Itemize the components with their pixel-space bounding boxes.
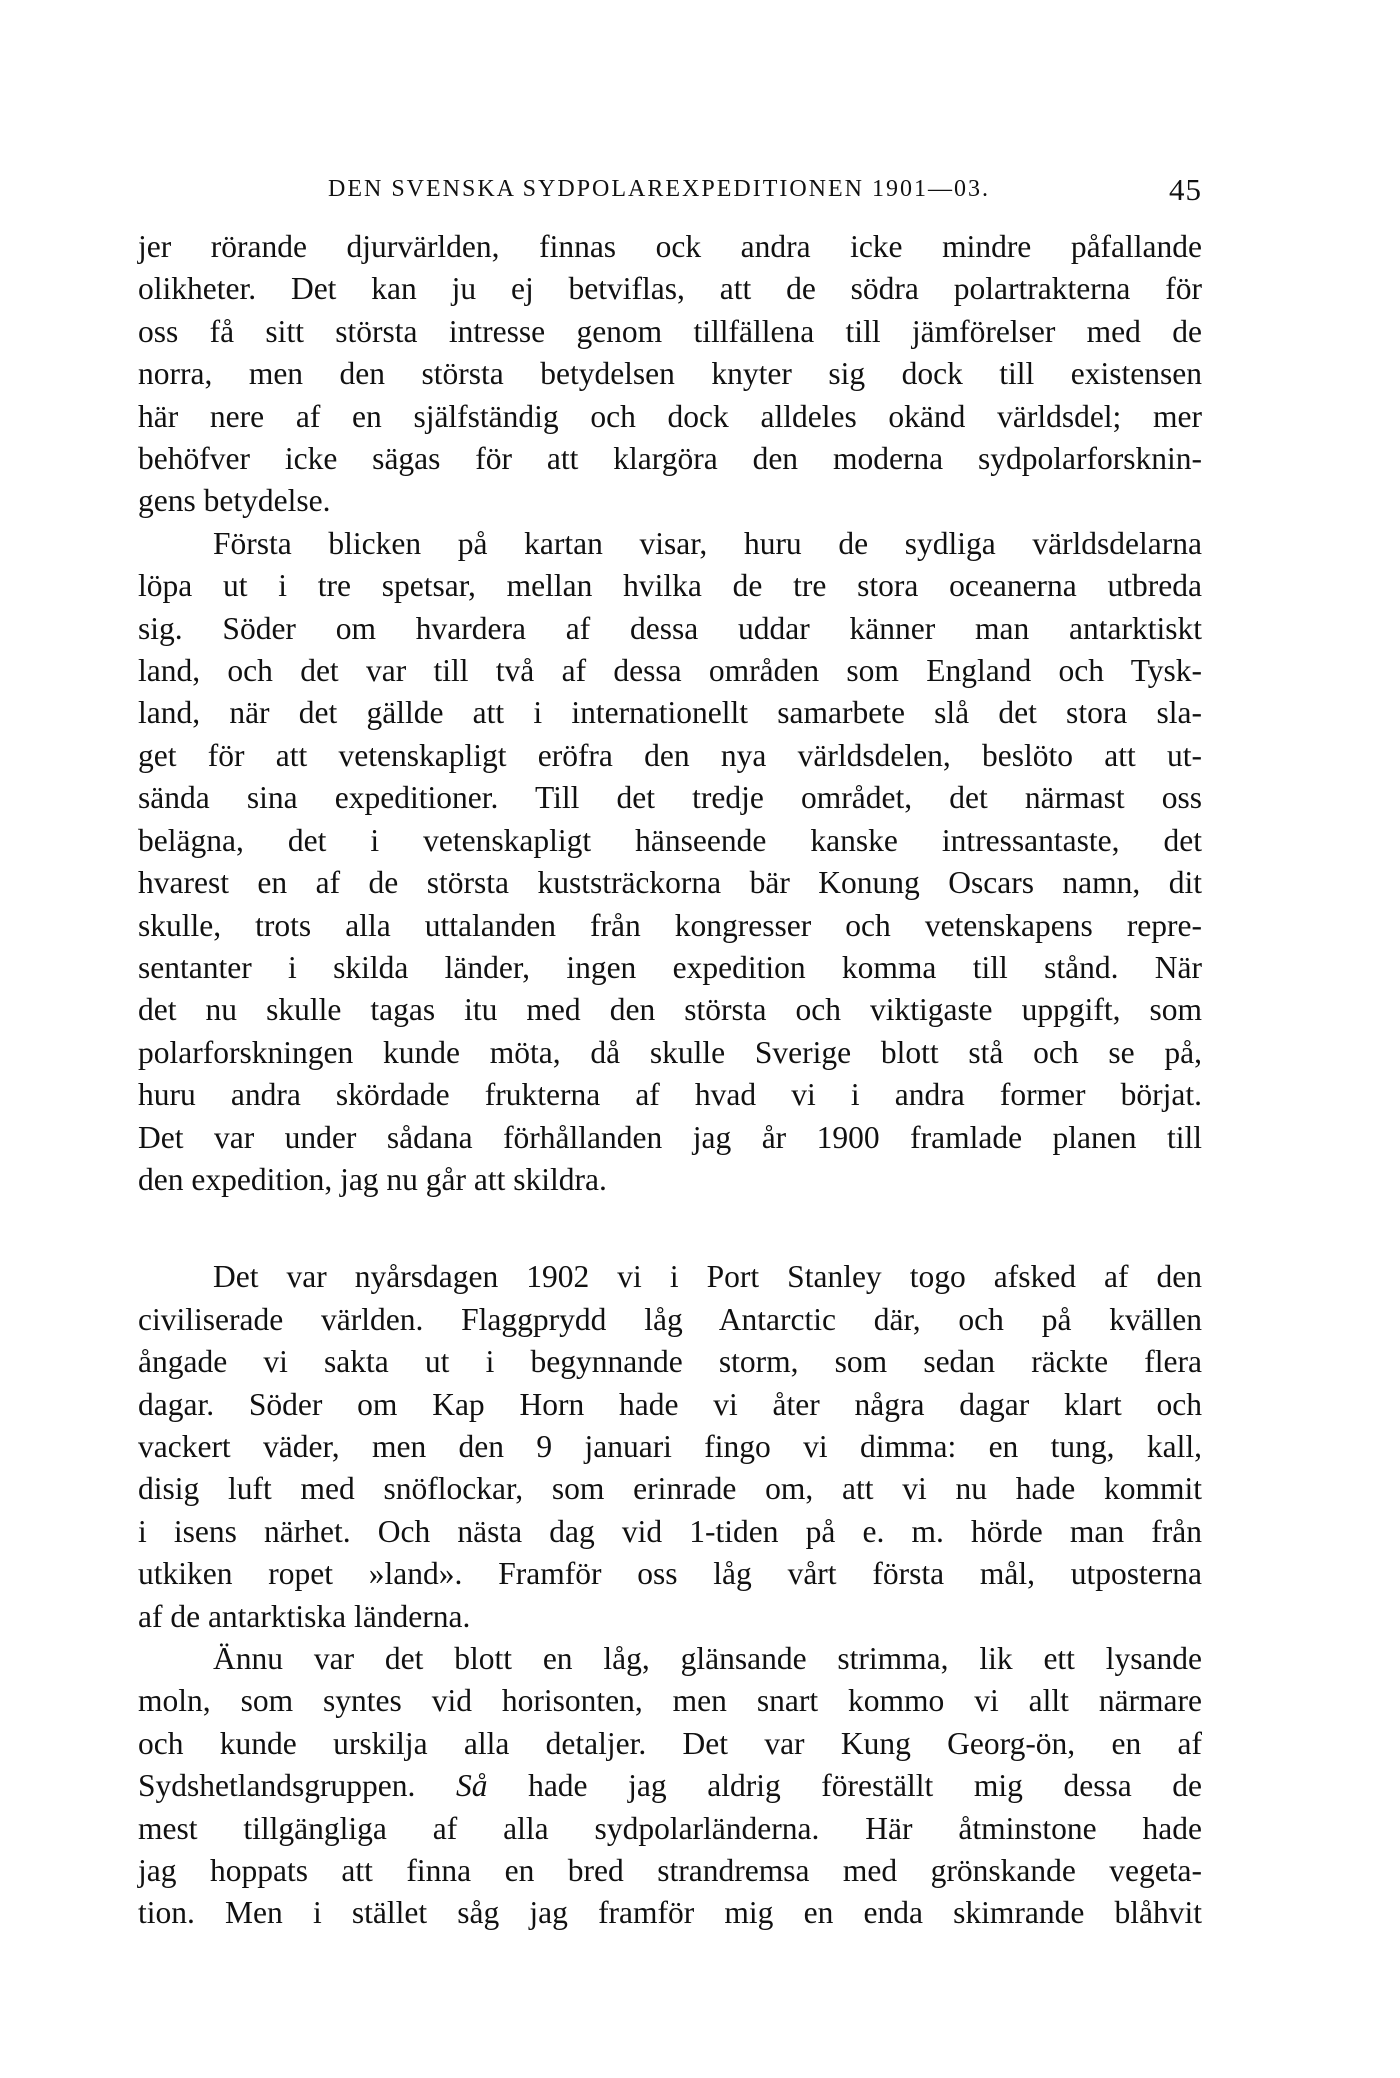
- text-line: civiliserade världen. Flaggprydd låg Antarctic där, och på kvällen: [138, 1301, 1202, 1337]
- text-line: Det var nyårsdagen 1902 vi i Port Stanley togo afsked af den: [213, 1259, 1202, 1295]
- text-line: jer rörande djurvärlden, finnas ock andra icke mindre påfallande: [138, 229, 1202, 264]
- paragraph-1: [138, 226, 1202, 523]
- text-line: sända sina expeditioner. Till det tredje området, det närmast oss: [138, 780, 1202, 816]
- text-line: sentanter i skilda länder, ingen expedition komma till stånd. När: [138, 949, 1202, 985]
- page-number: 45: [1169, 172, 1202, 207]
- text-line: huru andra skördade frukterna af hvad vi i andra former börjat.: [138, 1077, 1202, 1113]
- text-line: här nere af en själfständig och dock alldeles okänd världsdel; mer: [138, 398, 1202, 434]
- text-line: disig luft med snöflockar, som erinrade om, att vi nu hade kommit: [138, 1471, 1202, 1507]
- text-line: land, när det gällde att i internationellt samarbete slå det stora sla-: [138, 695, 1202, 731]
- text-line: norra, men den största betydelsen knyter sig dock till existensen: [138, 356, 1202, 392]
- italic-emphasis: Så: [455, 1768, 488, 1804]
- text-line: sig. Söder om hvardera af dessa uddar känner man antarktiskt: [138, 610, 1202, 646]
- text-line: [138, 1765, 1202, 1807]
- paragraph-2: [138, 523, 1202, 1202]
- text-line: den expedition, jag nu går att skildra.: [138, 1161, 607, 1197]
- running-header: [138, 172, 1202, 220]
- text-line: moln, som syntes vid horisonten, men snart kommo vi allt närmare: [138, 1683, 1202, 1719]
- running-title: DEN SVENSKA SYDPOLAREXPEDITIONEN 1901—03.: [328, 176, 991, 202]
- text-line: löpa ut i tre spetsar, mellan hvilka de tre stora oceanerna utbreda: [138, 568, 1202, 604]
- text-line: jag hoppats att finna en bred strandremsa med grönskande vegeta-: [138, 1853, 1202, 1889]
- text-line: polarforskningen kunde möta, då skulle Sverige blott stå och se på,: [138, 1034, 1202, 1070]
- text-line: olikheter. Det kan ju ej betviflas, att de södra polartrakterna för: [138, 271, 1202, 307]
- book-page: [138, 172, 1202, 1935]
- text-line: ångade vi sakta ut i begynnande storm, som sedan räckte flera: [138, 1344, 1202, 1380]
- text-line: det nu skulle tagas itu med den största och viktigaste uppgift, som: [138, 992, 1202, 1028]
- text-line: och kunde urskilja alla detaljer. Det var Kung Georg-ön, en af: [138, 1725, 1202, 1761]
- section-break: [138, 1201, 1202, 1256]
- text-line: Det var under sådana förhållanden jag år 1900 framlade planen till: [138, 1119, 1202, 1155]
- text-line: vackert väder, men den 9 januari fingo vi dimma: en tung, kall,: [138, 1428, 1202, 1464]
- text-line: af de antarktiska länderna.: [138, 1598, 471, 1634]
- text-line: tion. Men i stället såg jag framför mig en enda skimrande blåhvit: [138, 1895, 1202, 1931]
- text-line: hvarest en af de största kuststräckorna bär Konung Oscars namn, dit: [138, 865, 1202, 901]
- text-line: Första blicken på kartan visar, huru de sydliga världsdelarna: [213, 525, 1202, 561]
- text-line: mest tillgängliga af alla sydpolarländerna. Här åtminstone hade: [138, 1810, 1202, 1846]
- text-line: i isens närhet. Och nästa dag vid 1-tiden på e. m. hörde man från: [138, 1513, 1202, 1549]
- text-line: dagar. Söder om Kap Horn hade vi åter några dagar klart och: [138, 1386, 1202, 1422]
- text-line: land, och det var till två af dessa områden som England och Tysk-: [138, 653, 1202, 689]
- text-line: gens betydelse.: [138, 483, 331, 519]
- text-line: skulle, trots alla uttalanden från kongresser och vetenskapens repre-: [138, 907, 1202, 943]
- text-line: get för att vetenskapligt eröfra den nya världsdelen, beslöto att ut-: [138, 737, 1202, 773]
- text-segment: Sydshetlandsgruppen.: [138, 1768, 416, 1804]
- paragraph-4: [138, 1638, 1202, 1935]
- text-segment: hade jag aldrig föreställt mig dessa de: [528, 1768, 1203, 1804]
- text-line: oss få sitt största intresse genom tillfällena till jämförelser med de: [138, 313, 1202, 349]
- paragraph-3: [138, 1256, 1202, 1638]
- text-line: belägna, det i vetenskapligt hänseende kanske intressantaste, det: [138, 822, 1202, 858]
- text-line: behöfver icke sägas för att klargöra den moderna sydpolarforsknin-: [138, 441, 1202, 477]
- text-line: Ännu var det blott en låg, glänsande strimma, lik ett lysande: [213, 1641, 1202, 1676]
- text-line: utkiken ropet »land». Framför oss låg vårt första mål, utposterna: [138, 1556, 1202, 1592]
- body-text: [138, 226, 1202, 1935]
